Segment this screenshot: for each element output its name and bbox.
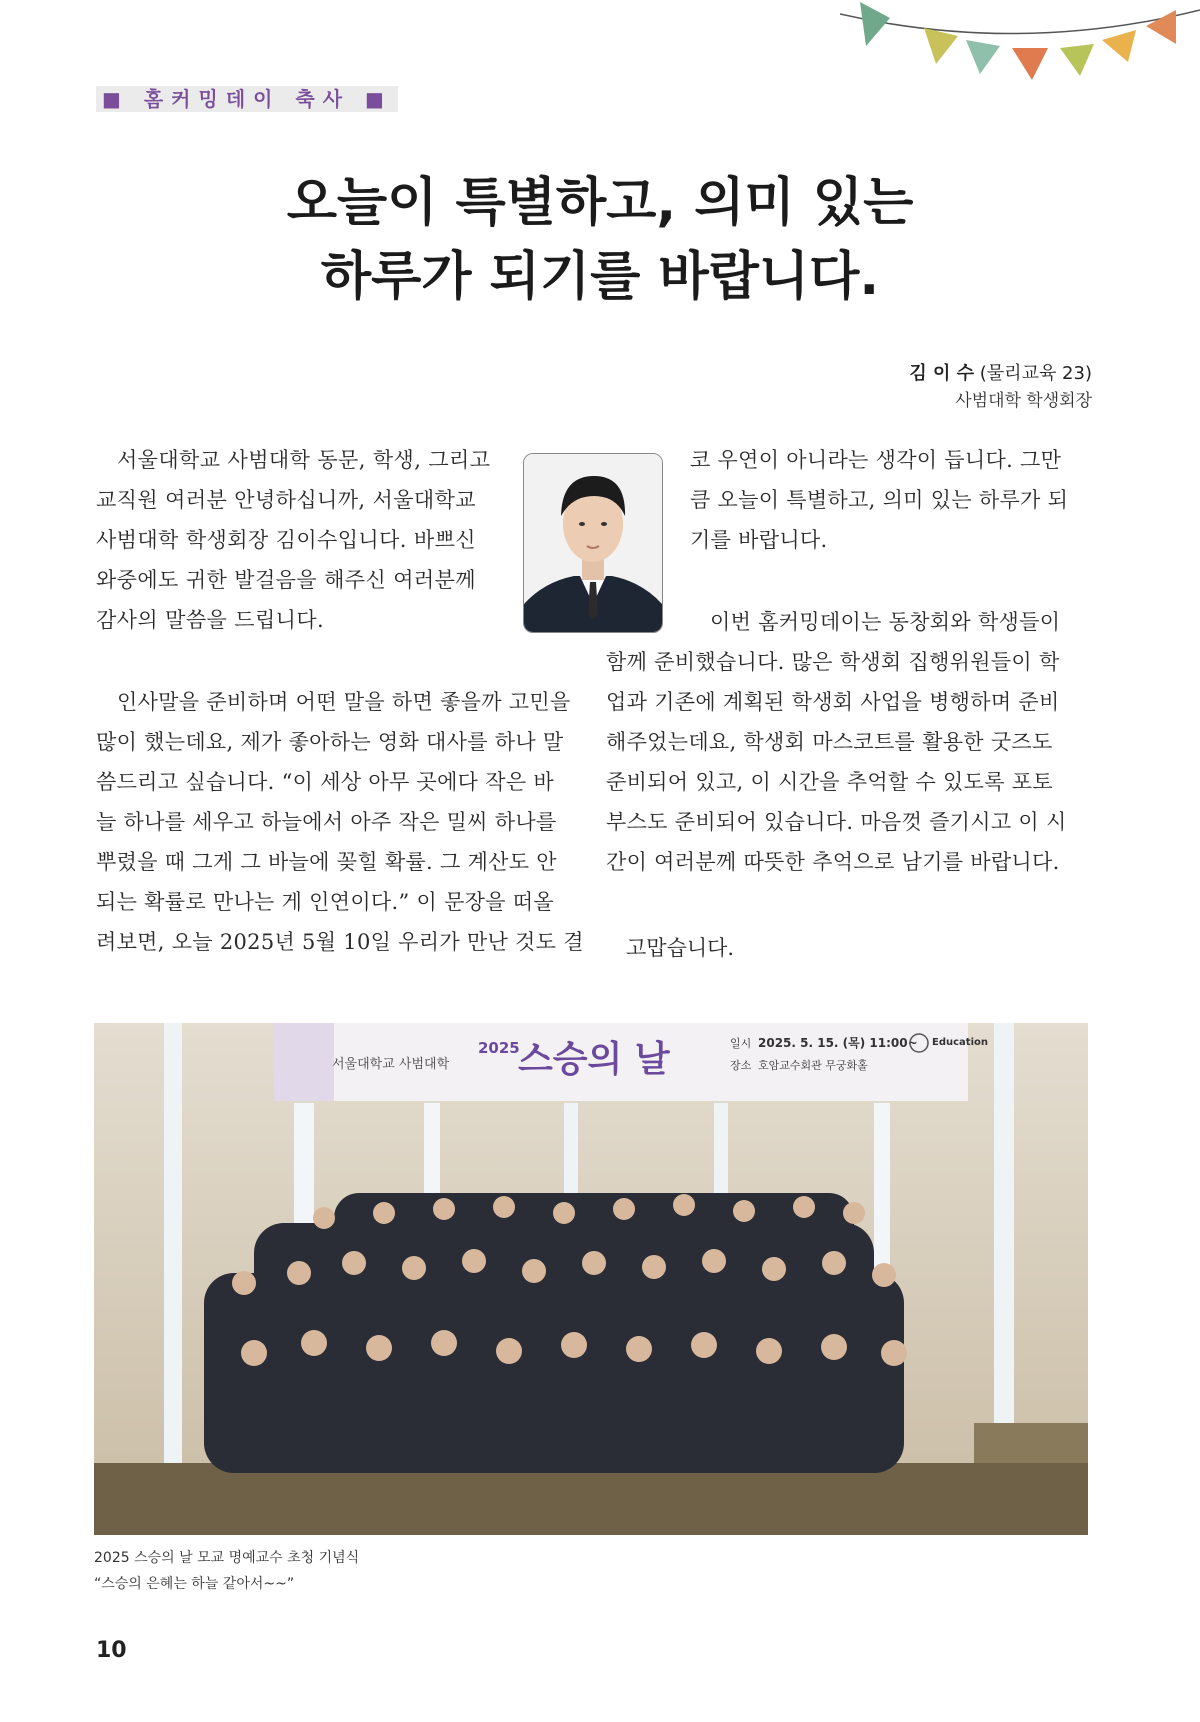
group-photo xyxy=(94,1023,1088,1535)
text-line: 감사의 말씀을 드립니다. xyxy=(96,608,325,632)
closing-line: 고맙습니다. xyxy=(626,936,735,960)
author-dept: (물리교육 23) xyxy=(979,363,1092,384)
text-line: 기를 바랍니다. xyxy=(690,528,828,552)
group-photo-image xyxy=(94,1023,1088,1535)
preparation-paragraph xyxy=(606,602,1067,882)
text-line: 코 우연이 아니라는 생각이 듭니다. 그만 xyxy=(690,448,1062,472)
text-line: 교직원 여러분 안녕하십니까, 서울대학교 xyxy=(96,488,476,512)
title-line-1: 오늘이 특별하고, 의미 있는 xyxy=(286,173,914,233)
text-line: 준비되어 있고, 이 시간을 추억할 수 있도록 포토 xyxy=(606,770,1053,794)
caption-line-2: “스승의 은혜는 하늘 같아서~~” xyxy=(94,1576,295,1592)
text-line: 업과 기존에 계획된 학생회 사업을 병행하며 준비 xyxy=(606,690,1060,714)
quote-paragraph xyxy=(96,682,584,962)
text-line: 와중에도 귀한 발걸음을 해주신 여러분께 xyxy=(96,568,476,592)
bunting-decoration xyxy=(840,0,1200,100)
author-block xyxy=(909,360,1092,414)
banner-date-value: 2025. 5. 15. (목) 11:00~ xyxy=(758,1036,918,1050)
text-line: 이번 홈커밍데이는 동창회와 학생들이 xyxy=(710,610,1061,634)
title-line-2: 하루가 되기를 바랍니다. xyxy=(320,247,880,307)
page-number: 10 xyxy=(96,1638,127,1663)
continuation-paragraph xyxy=(690,440,1068,560)
text-line: 뿌렸을 때 그게 그 바늘에 꽂힐 확률. 그 계산도 안 xyxy=(96,850,557,874)
text-line: 부스도 준비되어 있습니다. 마음껏 즐기시고 이 시 xyxy=(606,810,1067,834)
text-line: 되는 확률로 만나는 게 인연이다.” 이 문장을 떠올 xyxy=(96,890,554,914)
text-line: 많이 했는데요, 제가 좋아하는 영화 대사를 하나 말 xyxy=(96,730,564,754)
text-line: 씀드리고 싶습니다. “이 세상 아무 곳에다 작은 바 xyxy=(96,770,554,794)
section-tag: ■ 홈커밍데이 축사 ■ xyxy=(96,86,398,112)
banner-place-label: 장소 xyxy=(730,1059,752,1072)
photo-caption xyxy=(94,1545,359,1597)
text-line: 인사말을 준비하며 어떤 말을 하면 좋을까 고민을 xyxy=(117,690,571,714)
banner-logo-text: Education xyxy=(932,1037,988,1048)
text-line: 큼 오늘이 특별하고, 의미 있는 하루가 되 xyxy=(690,488,1069,512)
caption-line-1: 2025 스승의 날 모교 명예교수 초청 기념식 xyxy=(94,1550,360,1566)
author-role: 사범대학 학생회장 xyxy=(955,391,1092,411)
text-line: 함께 준비했습니다. 많은 학생회 집행위원들이 학 xyxy=(606,650,1060,674)
text-line: 늘 하나를 세우고 하늘에서 아주 작은 밀씨 하나를 xyxy=(96,810,557,834)
intro-paragraph xyxy=(96,440,490,640)
banner-date-label: 일시 xyxy=(730,1037,752,1050)
text-line: 서울대학교 사범대학 동문, 학생, 그리고 xyxy=(117,448,491,472)
text-line: 사범대학 학생회장 김이수입니다. 바쁘신 xyxy=(96,528,476,552)
author-name: 김 이 수 xyxy=(909,363,975,384)
banner-org: 서울대학교 사범대학 xyxy=(332,1057,450,1072)
article-title xyxy=(0,166,1200,314)
text-line: 려보면, 오늘 2025년 5월 10일 우리가 만난 것도 결 xyxy=(96,930,584,954)
banner-place-value: 호암교수회관 무궁화홀 xyxy=(758,1059,868,1072)
text-line: 간이 여러분께 따뜻한 추억으로 남기를 바랍니다. xyxy=(606,850,1060,874)
banner-year: 2025 xyxy=(478,1039,520,1057)
text-line: 해주었는데요, 학생회 마스코트를 활용한 굿즈도 xyxy=(606,730,1053,754)
banner-event: 스승의 날 xyxy=(518,1039,670,1080)
